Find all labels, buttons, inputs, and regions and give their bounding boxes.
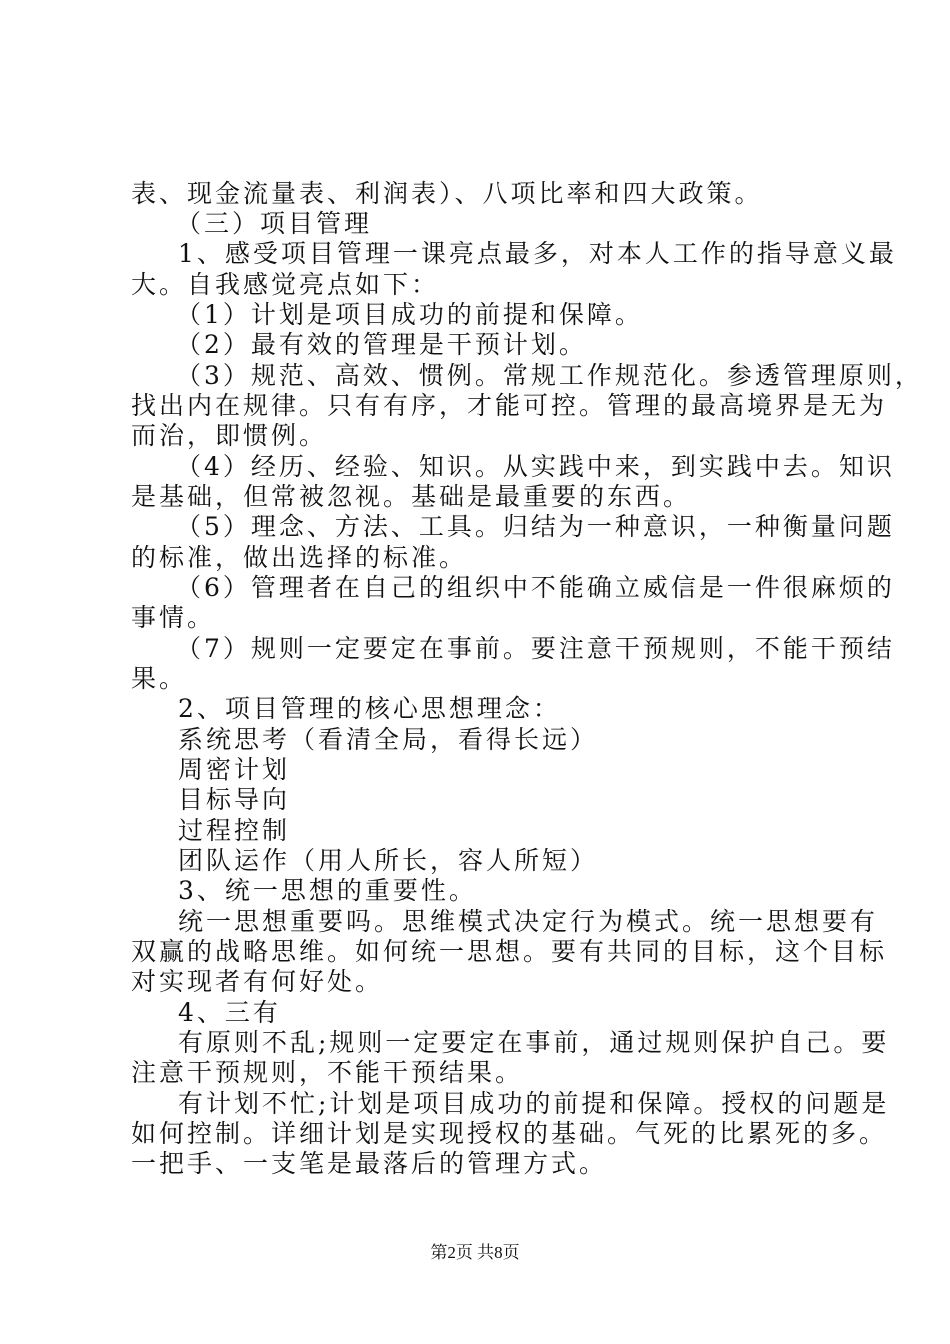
list-item: 系统思考（看清全局，看得长远） (178, 725, 599, 754)
text-line: 而治，即惯例。 (131, 421, 328, 450)
text-line: 找出内在规律。只有有序，才能可控。管理的最高境界是无为 (131, 391, 888, 420)
text-line: 双赢的战略思维。如何统一思想。要有共同的目标，这个目标 (131, 937, 888, 966)
page-number: 第2页 共8页 (430, 1243, 520, 1262)
list-item: （6）管理者在自己的组织中不能确立威信是一件很麻烦的 (176, 573, 895, 602)
text-line: 大。自我感觉亮点如下： (131, 270, 440, 299)
section-heading: 4、三有 (178, 998, 281, 1027)
list-item: （1）计划是项目成功的前提和保障。 (176, 300, 643, 329)
list-item: 过程控制 (178, 816, 291, 845)
text-line: 表、现金流量表、利润表）、八项比率和四大政策。 (131, 179, 763, 208)
section-heading: （三）项目管理 (176, 209, 373, 238)
text-line: 有原则不乱;规则一定要定在事前，通过规则保护自己。要 (178, 1028, 890, 1057)
text-line: 事情。 (131, 603, 216, 632)
list-item: （7）规则一定要定在事前。要注意干预规则，不能干预结 (176, 634, 895, 663)
text-line: 如何控制。详细计划是实现授权的基础。气死的比累死的多。 (131, 1119, 888, 1148)
list-item: （3）规范、高效、惯例。常规工作规范化。参透管理原则， (176, 361, 923, 390)
list-item: （2）最有效的管理是干预计划。 (176, 330, 587, 359)
text-line: 是基础，但常被忽视。基础是最重要的东西。 (131, 482, 692, 511)
list-item: 目标导向 (178, 785, 291, 814)
text-line: 有计划不忙;计划是项目成功的前提和保障。授权的问题是 (178, 1089, 890, 1118)
section-heading: 2、项目管理的核心思想理念： (178, 694, 561, 723)
text-line: 注意干预规则，不能干预结果。 (131, 1058, 524, 1087)
list-item: （4）经历、经验、知识。从实践中来，到实践中去。知识 (176, 452, 895, 481)
section-heading: 3、统一思想的重要性。 (178, 876, 477, 905)
text-line: 果。 (131, 664, 188, 693)
list-item: 周密计划 (178, 755, 291, 784)
text-line: 对实现者有何好处。 (131, 967, 384, 996)
text-line: 的标准，做出选择的标准。 (131, 543, 468, 572)
text-line: 1、感受项目管理一课亮点最多，对本人工作的指导意义最 (178, 239, 897, 268)
text-line: 一把手、一支笔是最落后的管理方式。 (131, 1149, 608, 1178)
text-line: 统一思想重要吗。思维模式决定行为模式。统一思想要有 (178, 907, 879, 936)
list-item: 团队运作（用人所长，容人所短） (178, 846, 599, 875)
list-item: （5）理念、方法、工具。归结为一种意识，一种衡量问题 (176, 512, 895, 541)
